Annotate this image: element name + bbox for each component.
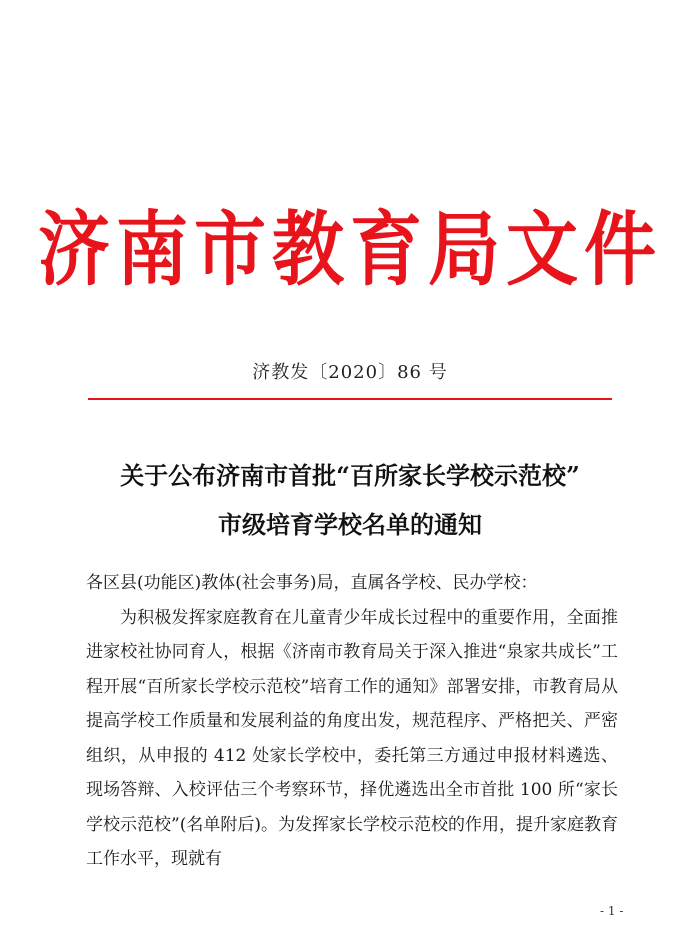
notice-title-line-2: 市级培育学校名单的通知 xyxy=(218,510,482,539)
notice-title-line-1: 关于公布济南市首批“百所家长学校示范校” xyxy=(120,461,580,490)
notice-body xyxy=(86,566,618,877)
document-number: 济教发〔2020〕86 号 xyxy=(252,362,448,383)
salutation: 各区县(功能区)教体(社会事务)局，直属各学校、民办学校： xyxy=(86,573,538,593)
red-divider-line xyxy=(88,398,612,400)
page-number: - 1 - xyxy=(600,904,624,918)
masthead-title: 济南市教育局文件 xyxy=(37,201,662,297)
body-paragraph: 为积极发挥家庭教育在儿童青少年成长过程中的重要作用，全面推进家校社协同育人，根据《济南市教育局关于深入推进“泉家共成长”工程开展“百所家长学校示范校”培育工作的通知》部署安排，市教育局从提高学校工作质量和发展利益的角度出发，规范程序、严格把关、严密组织，从申报的 412 处家长学校中，委托第三方通过申报材料遴选、现场答辩、入校评估三个考察环节，择优遴选出全市首批 100 所“家长学校示范校”(名单附后)。为发挥家长学校示范校的作用，提升家庭教育工作水平，现就有 xyxy=(86,607,618,869)
